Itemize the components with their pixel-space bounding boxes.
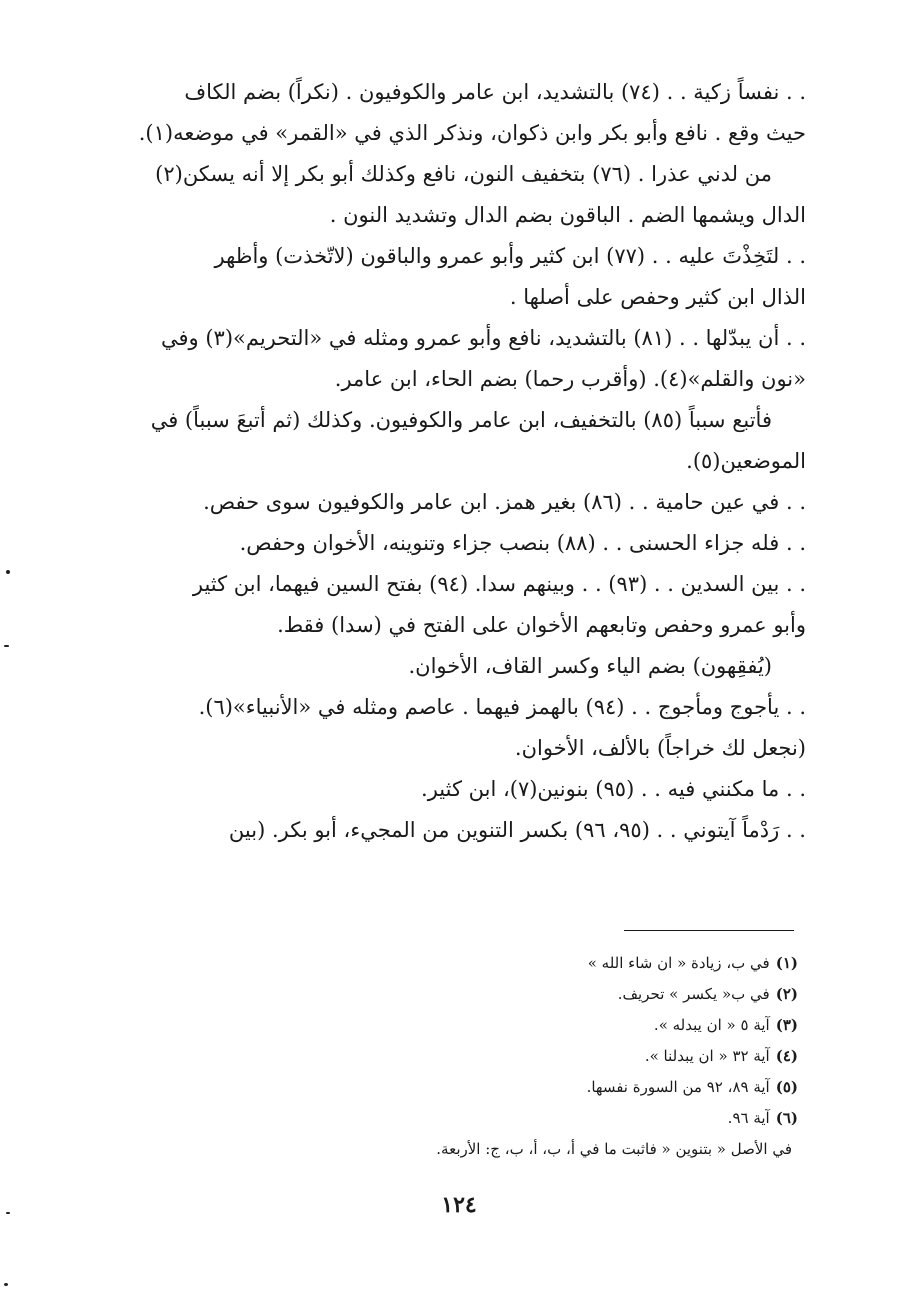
- footnote-item: [278, 948, 798, 979]
- text-line: . . ما مكنني فيه . . (٩٥) بنونين(٧)، ابن كثير.: [421, 777, 806, 801]
- text-line: . . لتَخِذْتَ عليه . . (٧٧) ابن كثير وأبو عمرو والباقون (لاتّخذت) وأظهر: [214, 244, 806, 268]
- text-line: «نون والقلم»(٤). (وأقرب رحما) بضم الحاء، ابن عامر.: [334, 367, 806, 391]
- footnote-number: (٢): [775, 985, 798, 1003]
- footnote-text: آية ٨٩، ٩٢ من السورة نفسها.: [586, 1078, 770, 1096]
- scan-speck: [6, 1212, 10, 1214]
- text-line: (يُفقِهون) بضم الياء وكسر القاف، الأخوان.: [408, 654, 772, 678]
- footnote-item: [278, 1134, 798, 1165]
- footnote-item: [278, 1041, 798, 1072]
- text-line: من لدني عذرا . (٧٦) بتخفيف النون، نافع وكذلك أبو بكر إلا أنه يسكن(٢): [155, 162, 772, 186]
- text-line: (نجعل لك خراجاً) بالألف، الأخوان.: [514, 736, 806, 760]
- text-line: . . بين السدين . . (٩٣) . . وبينهم سدا. (٩٤) بفتح السين فيهما، ابن كثير: [192, 572, 806, 596]
- footnote-item: [278, 1010, 798, 1041]
- footnote-text: آية ٣٢ « ان يبدلنا ».: [644, 1047, 770, 1065]
- text-line: . . نفساً زكية . . (٧٤) بالتشديد، ابن عامر والكوفيون . (نكراً) بضم الكاف: [184, 80, 806, 104]
- text-line: . . فله جزاء الحسنى . . (٨٨) بنصب جزاء وتنوينه، الأخوان وحفص.: [239, 531, 806, 555]
- scan-speck: [4, 645, 9, 647]
- footnote-number: (٣): [775, 1016, 798, 1034]
- scan-speck: [6, 570, 10, 574]
- footnote-item: [278, 1103, 798, 1134]
- scan-speck: [4, 1283, 8, 1286]
- text-line: الذال ابن كثير وحفص على أصلها .: [509, 285, 806, 309]
- page-number: ١٢٤: [441, 1192, 477, 1218]
- footnote-text: آية ٥ « ان يبدله ».: [653, 1016, 770, 1034]
- footnote-number: (٥): [775, 1078, 798, 1096]
- footnote-item: [278, 979, 798, 1010]
- text-line: . . أن يبدّلها . . (٨١) بالتشديد، نافع وأبو عمرو ومثله في «التحريم»(٣) وفي: [160, 326, 806, 350]
- text-line: . . يأجوج ومأجوج . . (٩٤) بالهمز فيهما . عاصم ومثله في «الأنبياء»(٦).: [198, 695, 806, 719]
- text-line: حيث وقع . نافع وأبو بكر وابن ذكوان، ونذكر الذي في «القمر» في موضعه(١).: [138, 121, 806, 145]
- footnote-text: في الأصل « بتنوين « فاثبت ما في أ، ب، أ، ب، ج: الأربعة.: [436, 1140, 792, 1158]
- main-text: [106, 72, 806, 851]
- footnote-divider: [624, 930, 794, 931]
- text-line: فأتبع سبباً (٨٥) بالتخفيف، ابن عامر والكوفيون. وكذلك (ثم أتبعَ سبباً) في: [150, 408, 772, 432]
- text-line: الموضعين(٥).: [686, 449, 806, 473]
- footnote-number: (١): [775, 954, 798, 972]
- footnote-number: (٦): [775, 1109, 798, 1127]
- footnotes: [278, 948, 798, 1165]
- text-line: . . رَدْماً آيتوني . . (٩٥، ٩٦) بكسر التنوين من المجيء، أبو بكر. (بين: [228, 818, 806, 842]
- footnote-text: في ب، زيادة « ان شاء الله »: [587, 954, 770, 972]
- footnote-number: (٤): [775, 1047, 798, 1065]
- footnote-item: [278, 1072, 798, 1103]
- text-line: . . في عين حامية . . (٨٦) بغير همز. ابن عامر والكوفيون سوى حفص.: [203, 490, 806, 514]
- text-line: الدال ويشمها الضم . الباقون بضم الدال وتشديد النون .: [329, 203, 806, 227]
- footnote-text: في ب« يكسر » تحريف.: [617, 985, 770, 1003]
- text-line: وأبو عمرو وحفص وتابعهم الأخوان على الفتح في (سدا) فقط.: [277, 613, 806, 637]
- footnote-text: آية ٩٦.: [727, 1109, 770, 1127]
